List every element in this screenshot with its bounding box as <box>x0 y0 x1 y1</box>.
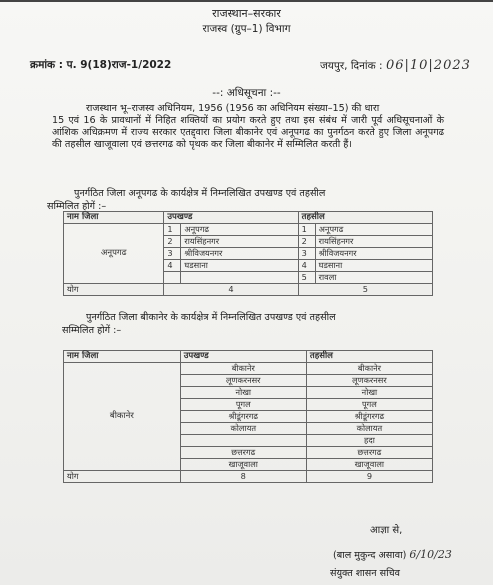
paragraph-body: 15 एवं 16 के प्रावधानों में निहित शक्तियों का प्रयोग करते हुए तथा इस संबंध में जारी पूर्व अधिसूचनाओं के आंशिक अधिक्रमण में राज्य सरकार एतद्द्वारा जिला बीकानेर एवं अनूपगढ का पुनर्गठन करते हुए जिला अनूपगढ की तहसील खाजूवाला एवं छत्तरगढ को पृथक कर जिला बीकानेर में सम्मिलित करती हैं। <box>52 115 444 150</box>
section2-heading <box>62 312 436 337</box>
section1-line1: पुनर्गठित जिला अनूपगढ के कार्यक्षेत्र में निम्नलिखित उपखण्ड एवं तहसील <box>74 188 326 199</box>
sub-num: 2 <box>164 236 181 248</box>
teh-name: हदा <box>306 435 432 447</box>
col-tehsil: तहसील <box>298 212 432 224</box>
col-subdivision: उपखण्ड <box>180 351 306 363</box>
teh-name: छत्तरगढ <box>306 447 432 459</box>
sub-name: कोलायत <box>180 423 306 435</box>
date-line <box>320 58 471 73</box>
teh-name: लूणकरनसर <box>306 375 432 387</box>
section1-heading <box>47 188 429 213</box>
col-district: नाम जिला <box>64 212 164 224</box>
sub-num: 3 <box>164 248 181 260</box>
signatory-name: (बाल मुकुन्द असावा) <box>333 550 407 561</box>
teh-name: रावला <box>315 272 432 284</box>
teh-name: रायसिंहनगर <box>315 236 432 248</box>
table-bikaner <box>63 350 433 483</box>
col-district: नाम जिला <box>64 351 181 363</box>
sub-name <box>180 435 306 447</box>
district-name: अनूपगढ <box>64 224 164 284</box>
sub-name: घडसाना <box>181 260 298 272</box>
section2-line1: पुनर्गठित जिला बीकानेर के कार्यक्षेत्र में निम्नलिखित उपखण्ड एवं तहसील <box>86 312 336 323</box>
sub-name: खाजूवाला <box>180 459 306 471</box>
notification-paragraph <box>52 103 444 151</box>
sub-name-empty <box>181 272 298 284</box>
sub-num: 4 <box>164 260 181 272</box>
teh-name: बीकानेर <box>306 363 432 375</box>
table-row <box>64 224 433 236</box>
signatory-name-line <box>333 548 452 561</box>
teh-num: 5 <box>298 272 315 284</box>
sub-name: श्रीविजयनगर <box>181 248 298 260</box>
total-tehsils: 9 <box>306 471 432 483</box>
sub-name: नोखा <box>180 387 306 399</box>
sub-num: 1 <box>164 224 181 236</box>
top-border <box>0 0 493 2</box>
teh-num: 2 <box>298 236 315 248</box>
header-government: राजस्थान–सरकार <box>212 7 281 20</box>
teh-name: पूगल <box>306 399 432 411</box>
total-subdivisions: 8 <box>180 471 306 483</box>
section1-line2: सम्मिलित होगें :– <box>47 200 107 212</box>
total-subdivisions: 4 <box>164 284 298 296</box>
signature-date-handwritten: 6/10/23 <box>409 548 452 561</box>
teh-num: 4 <box>298 260 315 272</box>
table-total-row <box>64 471 433 483</box>
signatory-designation: संयुक्त शासन सचिव <box>330 568 400 579</box>
sub-name: अनूपगढ <box>181 224 298 236</box>
sub-name: छत्तरगढ <box>180 447 306 459</box>
sub-name: रायसिंहनगर <box>181 236 298 248</box>
teh-name: अनूपगढ <box>315 224 432 236</box>
reference-number: क्रमांक : प. 9(18)राज-1/2022 <box>30 59 172 71</box>
date-value-handwritten: 06|10|2023 <box>385 58 471 73</box>
date-prefix: जयपुर, दिनांक : <box>320 60 383 72</box>
sub-name: पूगल <box>180 399 306 411</box>
header-department: राजस्व (ग्रुप–1) विभाग <box>202 23 291 35</box>
teh-name: घडसाना <box>315 260 432 272</box>
paragraph-first-line: राजस्थान भू–राजस्व अधिनियम, 1956 (1956 का अधिनियम संख्या–15) की धारा <box>86 103 380 114</box>
sub-name: बीकानेर <box>180 363 306 375</box>
col-subdivision: उपखण्ड <box>164 212 298 224</box>
teh-name: खाजूवाला <box>306 459 432 471</box>
teh-num: 3 <box>298 248 315 260</box>
total-label: योग <box>64 471 181 483</box>
teh-name: श्रीडूंगरगढ <box>306 411 432 423</box>
district-name: बीकानेर <box>64 363 181 471</box>
table-total-row <box>64 284 433 296</box>
teh-num: 1 <box>298 224 315 236</box>
notification-title: --: अधिसूचना :-- <box>212 87 281 99</box>
total-label: योग <box>64 284 164 296</box>
sub-num-empty <box>164 272 181 284</box>
teh-name: कोलायत <box>306 423 432 435</box>
sub-name: श्रीडूंगरगढ <box>180 411 306 423</box>
teh-name: श्रीविजयनगर <box>315 248 432 260</box>
sub-name: लूणकरनसर <box>180 375 306 387</box>
order-text: आज्ञा से, <box>370 525 403 536</box>
col-tehsil: तहसील <box>306 351 432 363</box>
table-anupgarh <box>63 211 433 296</box>
table-row <box>64 363 433 375</box>
section2-line2: सम्मिलित होगें :– <box>62 324 122 336</box>
total-tehsils: 5 <box>298 284 432 296</box>
teh-name: नोखा <box>306 387 432 399</box>
